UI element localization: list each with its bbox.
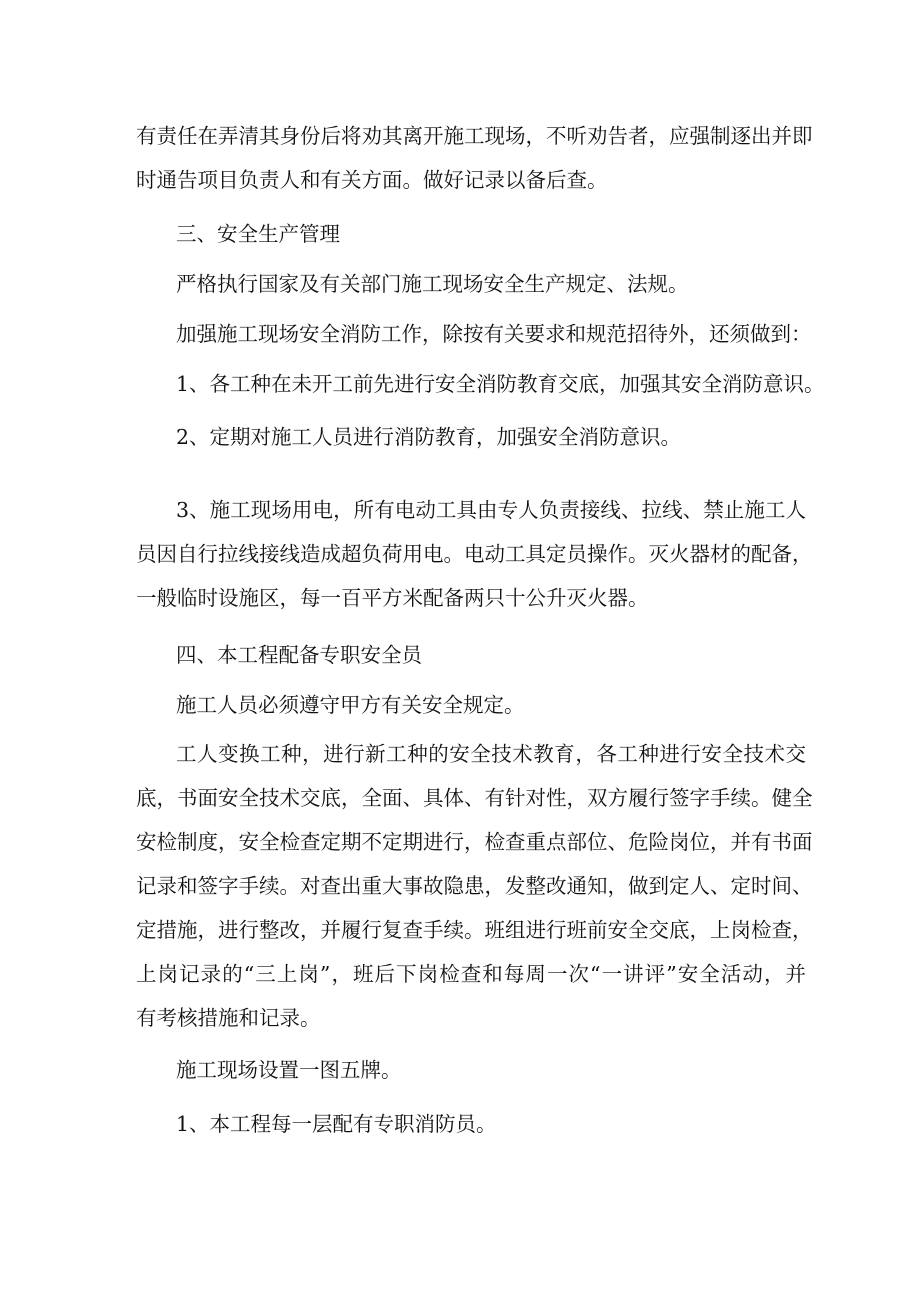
paragraph-regulations: 严格执行国家及有关部门施工现场安全生产规定、法规。 [176, 272, 689, 296]
text-line: 底，书面安全技术交底，全面、具体、有针对性，双方履行签字手续。健全 [136, 786, 813, 810]
text-line: 记录和签字手续。对查出重大事故隐患，发整改通知，做到定人、定时间、 [136, 874, 813, 898]
list-item-2: 2、定期对施工人员进行消防教育，加强安全消防意识。 [176, 425, 682, 449]
text-line: 工人变换工种，进行新工种的安全技术教育，各工种进行安全技术交 [176, 742, 806, 766]
text-line: 安检制度，安全检查定期不定期进行，检查重点部位、危险岗位，并有书面 [136, 830, 813, 854]
text-line: 时通告项目负责人和有关方面。做好记录以备后查。 [136, 168, 608, 192]
list-item-1: 1、各工种在未开工前先进行安全消防教育交底，加强其安全消防意识。 [176, 372, 825, 396]
text-line: 3、施工现场用电，所有电动工具由专人负责接线、拉线、禁止施工人 [176, 498, 806, 522]
list-item-3 [136, 488, 813, 620]
text-line: 上岗记录的“三上岗”，班后下岗检查和每周一次“一讲评”安全活动，并 [136, 962, 806, 986]
paragraph-continuation [136, 114, 813, 202]
list-item-4: 1、本工程每一层配有专职消防员。 [176, 1112, 497, 1136]
text-line: 一般临时设施区，每一百平方米配备两只十公升灭火器。 [136, 586, 649, 610]
text-line: 有考核措施和记录。 [136, 1006, 321, 1030]
paragraph-site-signs: 施工现场设置一图五牌。 [176, 1058, 402, 1082]
paragraph-client-rules: 施工人员必须遵守甲方有关安全规定。 [176, 693, 525, 717]
text-line: 员因自行拉线接线造成超负荷用电。电动工具定员操作。灭火器材的配备， [136, 542, 813, 566]
section-heading-4: 四、本工程配备专职安全员 [176, 643, 422, 667]
paragraph-safety-education [136, 732, 813, 1040]
text-line: 有责任在弄清其身份后将劝其离开施工现场，不听劝告者，应强制逐出并即 [136, 124, 813, 148]
section-heading-3: 三、安全生产管理 [176, 222, 340, 246]
text-line: 定措施，进行整改，并履行复查手续。班组进行班前安全交底，上岗检查， [136, 918, 813, 942]
paragraph-fire-safety: 加强施工现场安全消防工作，除按有关要求和规范招待外，还须做到： [176, 322, 812, 346]
